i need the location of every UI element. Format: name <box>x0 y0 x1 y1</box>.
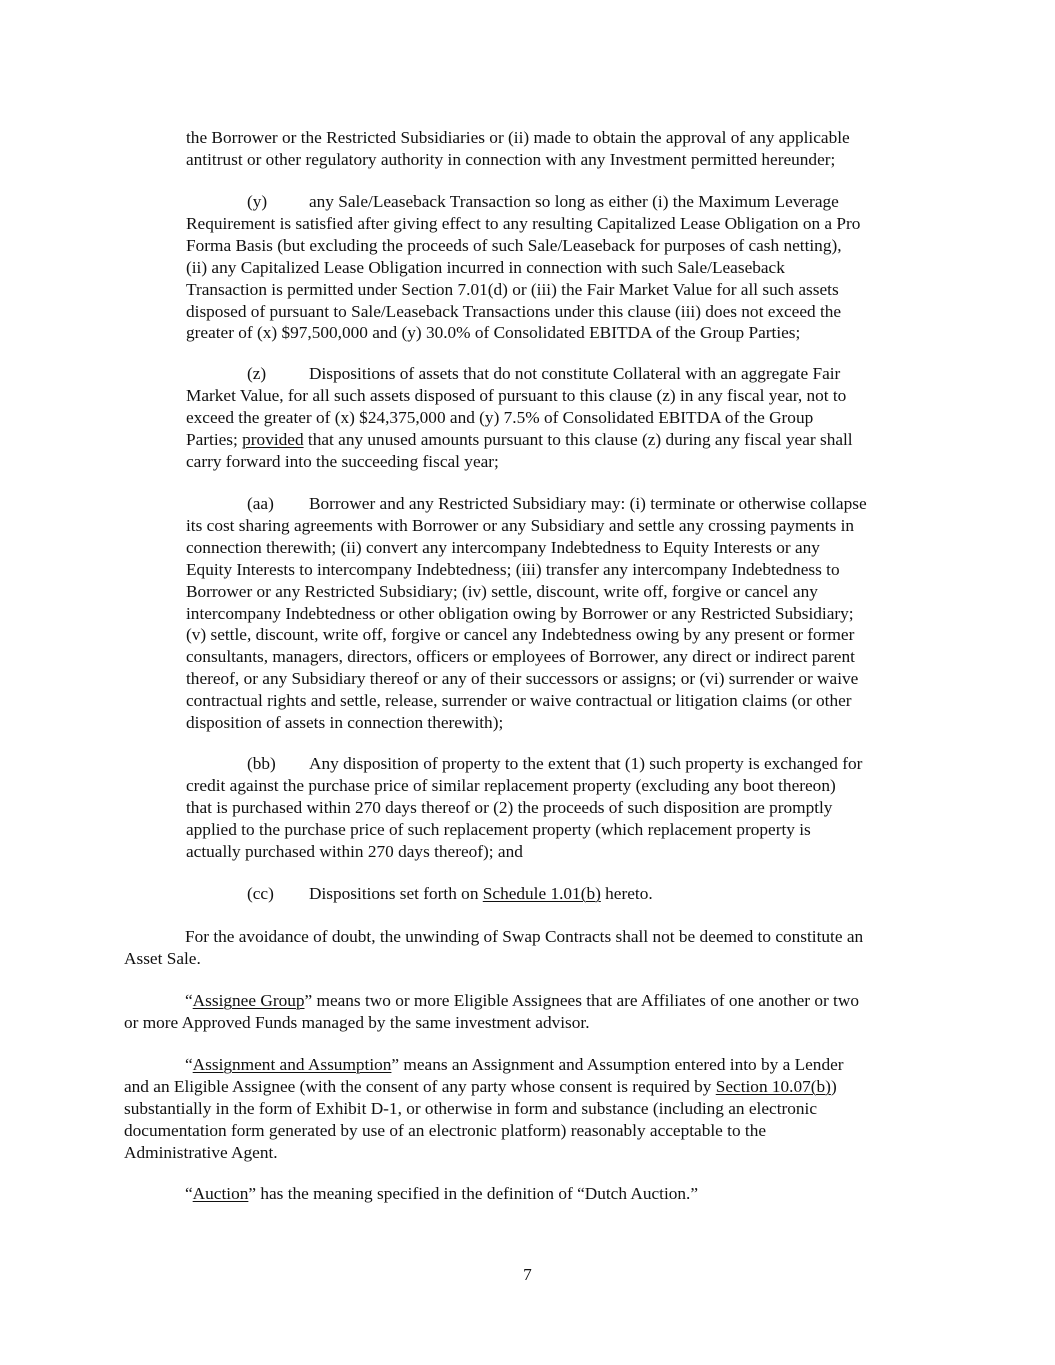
text-line: Borrower or any Restricted Subsidiary; (iv) settle, discount, write off, forgive or cancel any <box>186 581 818 601</box>
text-segment: ) <box>830 1076 837 1096</box>
text-line: greater of (x) $97,500,000 and (y) 30.0% of Consolidated EBITDA of the Group Parties; <box>186 323 801 343</box>
text-line: its cost sharing agreements with Borrower or any Subsidiary and settle any crossing payments in <box>186 515 855 535</box>
clause-bb <box>186 753 862 863</box>
text-line: Requirement is satisfied after giving effect to any resulting Capitalized Lease Obligation on a Pro <box>186 213 861 233</box>
text-line: intercompany Indebtedness or other obligation owing by Borrower or any Restricted Subsidiary; <box>186 603 854 623</box>
text-line: Administrative Agent. <box>124 1142 278 1162</box>
text-line: antitrust or other regulatory authority in connection with any Investment permitted hereunder; <box>186 149 836 169</box>
text-line: contractual rights and settle, release, surrender or waive contractual or litigation claims (or other <box>186 691 852 711</box>
avoidance-paragraph <box>124 926 863 970</box>
defined-term: Assignment and Assumption <box>192 1055 392 1074</box>
definition-auction <box>124 1183 698 1205</box>
defined-term: Auction <box>192 1184 249 1203</box>
text-line: disposed of pursuant to Sale/Leaseback Transactions under this clause (iii) does not exceed the <box>186 301 842 321</box>
text-line: For the avoidance of doubt, the unwinding of Swap Contracts shall not be deemed to constitute an <box>185 927 864 946</box>
text-segment: hereto. <box>600 884 653 903</box>
continuation-paragraph <box>186 127 850 171</box>
schedule-reference: Schedule 1.01(b) <box>482 884 601 903</box>
text-line: consultants, managers, directors, officers or employees of Borrower, any direct or indirect parent <box>186 647 855 667</box>
page-number: 7 <box>523 1265 532 1284</box>
text-line: Dispositions of assets that do not constitute Collateral with an aggregate Fair <box>309 364 841 383</box>
text-segment: Parties; <box>186 429 243 449</box>
section-reference: Section 10.07(b) <box>715 1076 831 1096</box>
text-segment: Dispositions set forth on <box>309 884 483 903</box>
quote-mark: “ <box>185 991 193 1010</box>
text-line: Equity Interests to intercompany Indebtedness; (iii) transfer any intercompany Indebtedness to <box>186 559 840 579</box>
clause-marker: (aa) <box>247 494 274 513</box>
text-segment: ” has the meaning specified in the definition of “Dutch Auction.” <box>248 1184 699 1203</box>
text-line: Borrower and any Restricted Subsidiary may: (i) terminate or otherwise collapse <box>309 494 867 513</box>
text-line: Market Value, for all such assets disposed of pursuant to this clause (z) in any fiscal year, not to <box>186 385 847 405</box>
text-line: exceed the greater of (x) $24,375,000 and (y) 7.5% of Consolidated EBITDA of the Group <box>186 407 814 427</box>
text-segment: that any unused amounts pursuant to this clause (z) during any fiscal year shall <box>303 429 853 449</box>
text-line: Forma Basis (but excluding the proceeds of such Sale/Leaseback for purposes of cash netting), <box>186 235 842 255</box>
text-line: substantially in the form of Exhibit D-1, or otherwise in form and substance (including an electronic <box>124 1098 817 1118</box>
definition-assignee-group <box>124 990 859 1034</box>
text-segment: ” means an Assignment and Assumption entered into by a Lender <box>391 1055 844 1074</box>
text-segment: and an Eligible Assignee (with the consent of any party whose consent is required by <box>124 1076 716 1096</box>
text-line: thereof, or any Subsidiary thereof or any of their successors or assigns; or (vi) surrender or waive <box>186 669 859 689</box>
text-line: documentation form generated by use of an electronic platform) reasonably acceptable to the <box>124 1120 767 1140</box>
text-line: (ii) any Capitalized Lease Obligation incurred in connection with such Sale/Leaseback <box>186 257 785 277</box>
quote-mark: “ <box>185 1184 193 1203</box>
text-line: carry forward into the succeeding fiscal year; <box>186 451 499 471</box>
clause-y <box>186 191 860 344</box>
text-line: Transaction is permitted under Section 7.01(d) or (iii) the Fair Market Value for all such assets <box>186 279 839 299</box>
text-line: Any disposition of property to the extent that (1) such property is exchanged for <box>309 754 863 773</box>
clause-marker: (cc) <box>247 884 274 903</box>
text-line: that is purchased within 270 days thereof or (2) the proceeds of such disposition are promptly <box>186 797 833 817</box>
clause-aa <box>186 493 867 734</box>
clause-z <box>186 363 853 473</box>
text-line: actually purchased within 270 days thereof); and <box>186 841 523 861</box>
text-line: (v) settle, discount, write off, forgive or cancel any Indebtedness owing by any present or former <box>186 625 855 645</box>
text-line: or more Approved Funds managed by the same investment advisor. <box>124 1012 590 1032</box>
text-line: any Sale/Leaseback Transaction so long as either (i) the Maximum Leverage <box>309 192 839 211</box>
text-line: Asset Sale. <box>124 948 201 968</box>
text-line: connection therewith; (ii) convert any intercompany Indebtedness to Equity Interests or any <box>186 537 820 557</box>
provided-term: provided <box>242 429 304 449</box>
text-line: credit against the purchase price of similar replacement property (excluding any boot thereon) <box>186 775 836 795</box>
text-segment: ” means two or more Eligible Assignees that are Affiliates of one another or two <box>304 991 859 1010</box>
defined-term: Assignee Group <box>192 991 305 1010</box>
text-line: the Borrower or the Restricted Subsidiaries or (ii) made to obtain the approval of any applicable <box>186 128 850 147</box>
definition-assignment-and-assumption <box>124 1054 844 1164</box>
clause-marker: (bb) <box>247 754 276 773</box>
quote-mark: “ <box>185 1055 193 1074</box>
clause-cc <box>186 883 653 905</box>
clause-marker: (y) <box>247 192 268 211</box>
text-line: applied to the purchase price of such replacement property (which replacement property is <box>186 819 811 839</box>
text-line: disposition of assets in connection therewith); <box>186 713 504 733</box>
clause-marker: (z) <box>247 364 267 383</box>
